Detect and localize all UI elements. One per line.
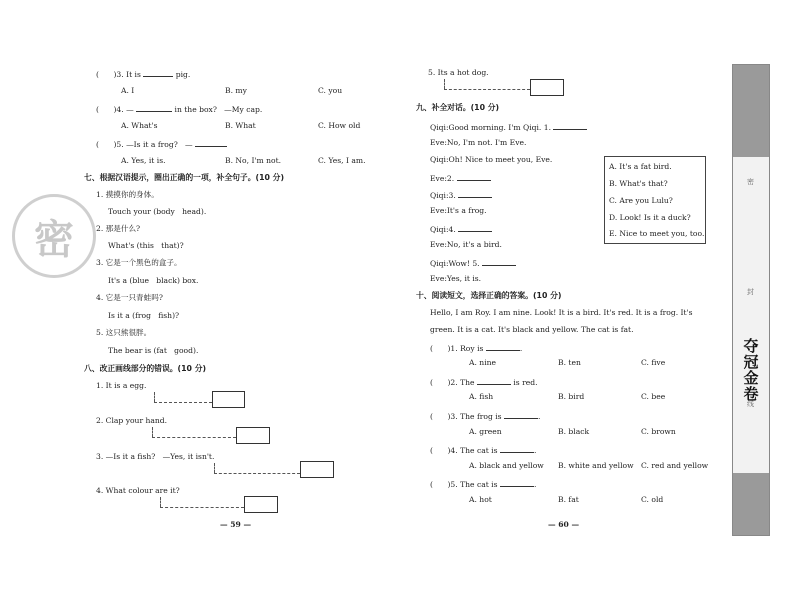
- option-a: A. fish: [469, 392, 494, 401]
- option-a: A. green: [469, 427, 502, 436]
- dialog-option: E. Nice to meet you, too.: [609, 229, 705, 238]
- section-9-title: 九、补全对话。(10 分): [416, 103, 500, 112]
- dialog-text: Qiqi:Wow! 5.: [430, 259, 480, 268]
- question-text: pig.: [175, 70, 191, 79]
- dialog-option: D. Look! Is it a duck?: [609, 213, 691, 222]
- underline-connector: [444, 79, 445, 89]
- answer-blank[interactable]: [136, 103, 172, 112]
- dialog-line: Eve:No, I'm not. I'm Eve.: [430, 138, 527, 147]
- dialog-line: Qiqi:Oh! Nice to meet you, Eve.: [430, 155, 553, 164]
- dialog-line: [430, 223, 492, 235]
- underline-connector: [154, 402, 212, 403]
- seal-stamp: [12, 194, 96, 278]
- cn-prompt: 4. 它是一只青蛙吗?: [96, 293, 163, 302]
- option-b: B. black: [558, 427, 590, 436]
- answer-blank: [504, 410, 541, 421]
- answer-bracket[interactable]: ( )1.: [430, 344, 458, 353]
- reading-question: [430, 376, 538, 388]
- option-b: B. ten: [558, 358, 581, 367]
- binding-sidebar: [732, 64, 770, 536]
- reading-question: [430, 342, 522, 354]
- answer-blank: [500, 478, 537, 489]
- dialog-text: Qiqi:3.: [430, 191, 456, 200]
- error-sentence: 5. Its a hot dog.: [428, 68, 489, 77]
- question-text: —Is it a frog? —: [126, 140, 193, 149]
- question-text: in the box? —My cap.: [174, 105, 263, 114]
- answer-blank: [500, 444, 537, 455]
- reading-question: [430, 444, 536, 456]
- question-text: .: [533, 446, 537, 455]
- mc-q5: [96, 138, 227, 150]
- question-text: The: [460, 378, 475, 387]
- dialog-line: [430, 257, 516, 269]
- cn-prompt: 3. 它是一个黑色的盒子。: [96, 258, 182, 267]
- option-b: B. white and yellow: [558, 461, 634, 470]
- option-c: C. you: [318, 86, 343, 95]
- option-a: A. black and yellow: [469, 461, 544, 470]
- reading-question: [430, 478, 536, 490]
- question-text: is red.: [513, 378, 538, 387]
- option-a: A. hot: [469, 495, 492, 504]
- section-10-title: 十、阅读短文，选择正确的答案。(10 分): [416, 291, 562, 300]
- sidebar-bottom-band: [733, 473, 769, 535]
- answer-bracket: ( )4.: [96, 105, 124, 114]
- dialog-text: Qiqi:Good morning. I'm Qiqi. 1.: [430, 123, 552, 132]
- question-text: —: [126, 105, 134, 114]
- question-text: Roy is: [460, 344, 484, 353]
- answer-bracket[interactable]: ( )2.: [430, 378, 458, 387]
- en-sentence[interactable]: Is it a (frog fish)?: [108, 311, 180, 320]
- option-a: A. I: [121, 86, 135, 95]
- en-sentence[interactable]: Touch your (body head).: [108, 207, 207, 216]
- reading-passage: Hello, I am Roy. I am nine. Look! It is a bird. It's red. It is a frog. It's: [430, 308, 693, 317]
- page-number: — 60 —: [548, 520, 580, 529]
- answer-blank[interactable]: [458, 189, 492, 198]
- answer-blank[interactable]: [457, 172, 491, 181]
- error-sentence: 4. What colour are it?: [96, 486, 180, 495]
- question-text: It is: [126, 70, 141, 79]
- brand-text: 夺冠金卷: [741, 338, 760, 402]
- option-b: B. No, I'm not.: [225, 156, 282, 165]
- correction-box[interactable]: [300, 461, 334, 478]
- option-b: B. bird: [558, 392, 585, 401]
- answer-blank: [486, 342, 523, 353]
- dialog-line: Eve:It's a frog.: [430, 206, 487, 215]
- dialog-option: C. Are you Lulu?: [609, 196, 673, 205]
- en-sentence[interactable]: The bear is (fat good).: [108, 346, 199, 355]
- dialog-text: Eve:2.: [430, 174, 455, 183]
- answer-blank[interactable]: [553, 121, 587, 130]
- correction-box[interactable]: [212, 391, 245, 408]
- en-sentence[interactable]: What's (this that)?: [108, 241, 184, 250]
- dialog-options-box: [604, 156, 706, 244]
- underline-connector: [160, 497, 161, 507]
- option-c: C. Yes, I am.: [318, 156, 366, 165]
- correction-box[interactable]: [236, 427, 270, 444]
- option-c: C. bee: [641, 392, 666, 401]
- underline-connector: [214, 473, 300, 474]
- answer-blank[interactable]: [482, 257, 516, 266]
- reading-passage: green. It is a cat. It's black and yellow. The cat is fat.: [430, 325, 634, 334]
- option-c: C. old: [641, 495, 664, 504]
- answer-blank[interactable]: [195, 138, 227, 147]
- question-text: The frog is: [460, 412, 502, 421]
- correction-box[interactable]: [244, 496, 278, 513]
- question-text: The cat is: [460, 446, 498, 455]
- dialog-text: Qiqi:4.: [430, 225, 456, 234]
- sidebar-top-band: [733, 65, 769, 157]
- dialog-line: Eve:Yes, it is.: [430, 274, 482, 283]
- answer-blank[interactable]: [143, 68, 173, 77]
- answer-bracket: ( )5.: [96, 140, 124, 149]
- option-a: A. What's: [121, 121, 158, 130]
- question-text: .: [519, 344, 523, 353]
- correction-box[interactable]: [530, 79, 564, 96]
- option-c: C. How old: [318, 121, 361, 130]
- underline-connector: [152, 427, 153, 437]
- option-c: C. brown: [641, 427, 676, 436]
- question-text: .: [533, 480, 537, 489]
- answer-bracket[interactable]: ( )3.: [430, 412, 458, 421]
- seal-line-char: 线: [747, 400, 754, 408]
- option-a: A. Yes, it is.: [121, 156, 166, 165]
- section-8-title: 八、改正画线部分的错误。(10 分): [84, 364, 207, 373]
- section-7-title: 七、根据汉语提示，圈出正确的一项，补全句子。(10 分): [84, 173, 285, 182]
- option-b: B. fat: [558, 495, 579, 504]
- underline-connector: [214, 463, 215, 473]
- answer-bracket[interactable]: ( )5.: [430, 480, 458, 489]
- cn-prompt: 1. 摸摸你的身体。: [96, 190, 159, 199]
- brand-logo: [736, 315, 766, 425]
- underline-connector: [160, 507, 244, 508]
- underline-connector: [444, 89, 530, 90]
- cn-prompt: 5. 这只熊很胖。: [96, 328, 152, 337]
- answer-blank: [477, 376, 511, 385]
- en-sentence[interactable]: It's a (blue black) box.: [108, 276, 199, 285]
- mc-q4: [96, 103, 262, 115]
- reading-question: [430, 410, 540, 422]
- answer-blank[interactable]: [458, 223, 492, 232]
- dialog-line: [430, 172, 491, 184]
- underline-connector: [152, 437, 236, 438]
- option-c: C. five: [641, 358, 666, 367]
- page-number: — 59 —: [220, 520, 252, 529]
- question-text: .: [537, 412, 541, 421]
- seal-line-char: 密: [747, 178, 754, 186]
- dialog-line: [430, 189, 492, 201]
- answer-bracket[interactable]: ( )4.: [430, 446, 458, 455]
- answer-bracket: ( )3.: [96, 70, 124, 79]
- option-b: B. my: [225, 86, 247, 95]
- dialog-line: Eve:No, it's a bird.: [430, 240, 502, 249]
- underline-connector: [154, 392, 155, 402]
- question-text: The cat is: [460, 480, 498, 489]
- option-b: B. What: [225, 121, 256, 130]
- error-sentence: 2. Clap your hand.: [96, 416, 168, 425]
- seal-text: 密: [34, 216, 74, 263]
- cn-prompt: 2. 那是什么?: [96, 224, 141, 233]
- mc-q3: [96, 68, 190, 80]
- dialog-option: B. What's that?: [609, 179, 668, 188]
- error-sentence: 1. It is a egg.: [96, 381, 147, 390]
- dialog-line: [430, 121, 587, 133]
- option-a: A. nine: [469, 358, 497, 367]
- seal-line-char: 封: [747, 288, 754, 296]
- option-c: C. red and yellow: [641, 461, 709, 470]
- error-sentence: 3. —Is it a fish? —Yes, it isn't.: [96, 452, 215, 461]
- dialog-option: A. It's a fat bird.: [609, 162, 672, 171]
